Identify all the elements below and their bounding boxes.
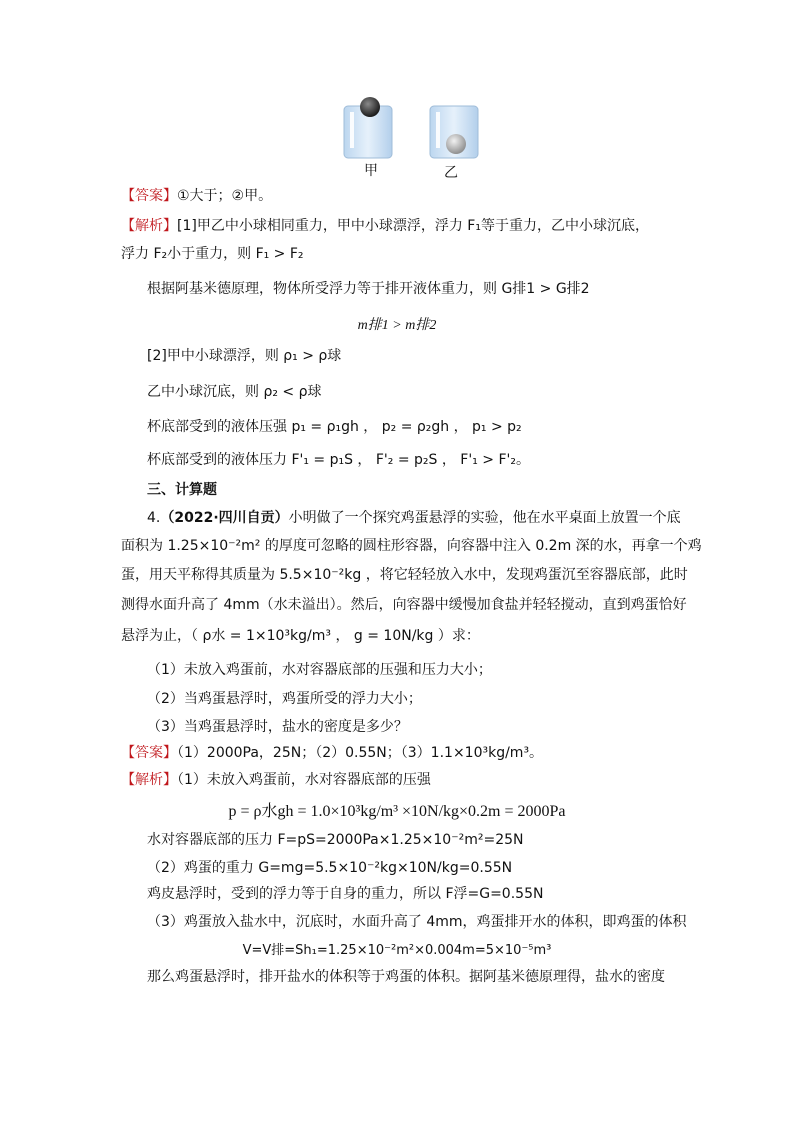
- analysis-tag: 【解析】: [121, 772, 177, 788]
- q3-part2-line-4: 杯底部受到的液体压力 F'₁ = p₁S ， F'₂ = p₂S ， F'₁ > F'₂。: [147, 452, 530, 468]
- q4-subquestion-2: （2）当鸡蛋悬浮时，鸡蛋所受的浮力大小；: [147, 691, 422, 707]
- q3-analysis-line-2: 浮力 F₂小于重力，则 F₁ > F₂: [121, 246, 304, 262]
- beaker-figure: [340, 96, 490, 182]
- answer-text: （1）2000Pa，25N；（2）0.55N；（3）1.1×10³kg/m³。: [177, 745, 544, 761]
- figure-label-yi: 乙: [444, 165, 458, 181]
- q3-part2-line-3: 杯底部受到的液体压强 p₁ = ρ₁gh ， p₂ = ρ₂gh ， p₁ > p₂: [147, 419, 522, 435]
- analysis-text: [1]甲乙中小球相同重力，甲中小球漂浮，浮力 F₁等于重力，乙中小球沉底，: [177, 218, 649, 234]
- sunken-ball: [446, 134, 466, 154]
- q3-part2-line-2: 乙中小球沉底，则 ρ₂ < ρ球: [147, 384, 322, 400]
- answer-tag: 【答案】: [121, 188, 177, 204]
- analysis-tag: 【解析】: [121, 218, 177, 234]
- q4-stem-line-5: 悬浮为止，（ ρ水 = 1×10³kg/m³ ， g = 10N/kg ）求：: [121, 628, 480, 644]
- figure-label-jia: 甲: [364, 163, 378, 179]
- q4-number: 4.: [147, 510, 161, 526]
- q3-mass-equation: m排1 > m排2: [357, 318, 437, 333]
- analysis-text: （1）未放入鸡蛋前，水对容器底部的压强: [177, 772, 431, 788]
- q4-stem-line-1: [147, 508, 681, 528]
- q3-part2-line-1: [2]甲中小球漂浮，则 ρ₁ > ρ球: [147, 348, 342, 364]
- beaker-diagram: [340, 96, 490, 182]
- q3-archimedes-line: 根据阿基米德原理，物体所受浮力等于排开液体重力，则 G排1 > G排2: [147, 281, 590, 297]
- q4-pressure-formula: p = ρ水gh = 1.0×10³kg/m³ ×10N/kg×0.2m = 2000Pa: [228, 803, 566, 820]
- q4-stem-text: 小明做了一个探究鸡蛋悬浮的实验，他在水平桌面上放置一个底: [288, 510, 681, 526]
- q4-gravity-line: （2）鸡蛋的重力 G=mg=5.5×10⁻²kg×10N/kg=0.55N: [147, 860, 513, 876]
- q3-answer: [121, 186, 272, 206]
- q4-analysis-line-1: [121, 770, 431, 790]
- q4-answer: [121, 743, 543, 763]
- beaker-jia: [344, 97, 392, 158]
- floating-ball: [360, 97, 380, 117]
- q4-float-line: 鸡皮悬浮时，受到的浮力等于自身的重力，所以 F浮=G=0.55N: [147, 886, 544, 902]
- answer-tag: 【答案】: [121, 745, 177, 761]
- beaker-yi: [430, 106, 478, 158]
- answer-text: ①大于；②甲。: [177, 188, 273, 204]
- q4-stem-line-2: 面积为 1.25×10⁻²m² 的厚度可忽略的圆柱形容器，向容器中注入 0.2m 深的水，再拿一个鸡: [121, 538, 702, 554]
- q4-stem-line-3: 蛋，用天平称得其质量为 5.5×10⁻²kg ，将它轻轻放入水中，发现鸡蛋沉至容器底部，此时: [121, 567, 688, 583]
- q4-last-line: 那么鸡蛋悬浮时，排开盐水的体积等于鸡蛋的体积。据阿基米德原理得，盐水的密度: [147, 969, 665, 985]
- q4-force-line: 水对容器底部的压力 F=pS=2000Pa×1.25×10⁻²m²=25N: [147, 832, 524, 848]
- q4-subquestion-3: （3）当鸡蛋悬浮时，盐水的密度是多少？: [147, 719, 408, 735]
- q4-salt-line: （3）鸡蛋放入盐水中，沉底时，水面升高了 4mm，鸡蛋排开水的体积，即鸡蛋的体积: [147, 914, 687, 930]
- q4-subquestion-1: （1）未放入鸡蛋前，水对容器底部的压强和压力大小；: [147, 662, 492, 678]
- q4-stem-line-4: 测得水面升高了 4mm（水未溢出）。然后，向容器中缓慢加食盐并轻轻搅动，直到鸡蛋恰好: [121, 597, 687, 613]
- q4-source: （2022·四川自贡）: [160, 510, 289, 526]
- q3-analysis-line-1: [121, 216, 649, 236]
- section-title: 三、计算题: [147, 482, 217, 498]
- q4-volume-line: V=V排=Sh₁=1.25×10⁻²m²×0.004m=5×10⁻⁵m³: [242, 943, 552, 958]
